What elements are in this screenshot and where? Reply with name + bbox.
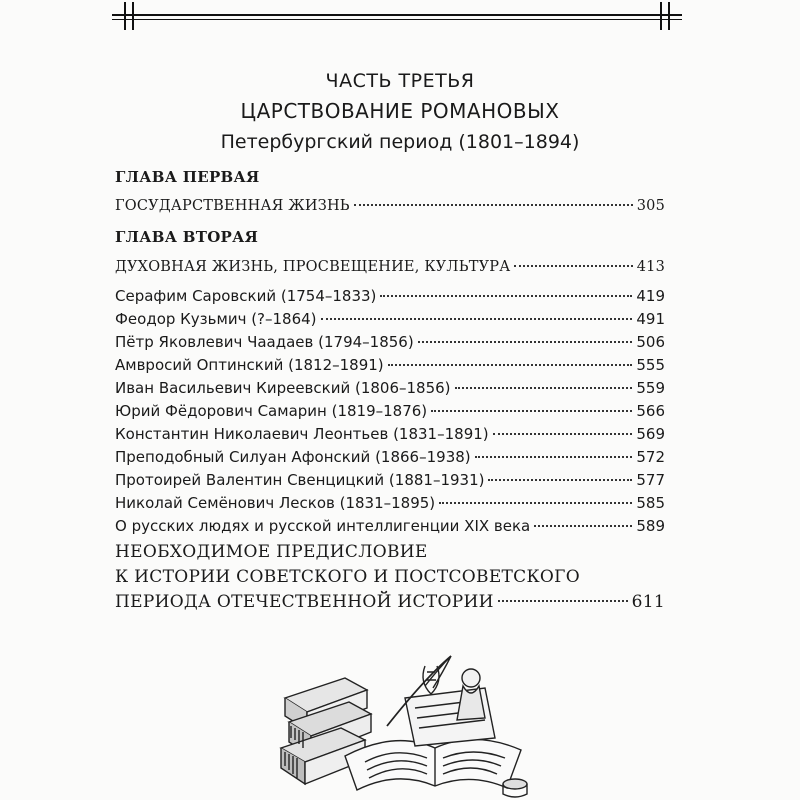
book-illustration <box>275 638 535 798</box>
toc-entry[interactable] <box>115 333 665 351</box>
dot-leader <box>455 387 633 389</box>
toc-entry-preface[interactable] <box>115 540 665 615</box>
top-decorative-rule <box>112 0 682 32</box>
toc-entry[interactable] <box>115 310 665 328</box>
toc-entry-title: Николай Семёнович Лесков (1831–1895) <box>115 494 436 512</box>
dot-leader <box>354 204 633 206</box>
toc-entry-page: 585 <box>636 494 665 512</box>
toc-entry[interactable] <box>115 198 665 214</box>
toc-entry-title: Протоирей Валентин Свенцицкий (1881–1931) <box>115 471 485 489</box>
toc-entry-page: 419 <box>636 287 665 305</box>
toc-entry-title: Преподобный Силуан Афонский (1866–1938) <box>115 448 471 466</box>
dot-leader <box>321 318 633 320</box>
toc-entry-title: Пётр Яковлевич Чаадаев (1794–1856) <box>115 333 414 351</box>
preface-line: НЕОБХОДИМОЕ ПРЕДИСЛОВИЕ <box>115 542 428 562</box>
toc-entry-title: ДУХОВНАЯ ЖИЗНЬ, ПРОСВЕЩЕНИЕ, КУЛЬТУРА <box>115 259 511 275</box>
toc-entry[interactable] <box>115 356 665 374</box>
part-title: ЦАРСТВОВАНИЕ РОМАНОВЫХ <box>240 99 560 123</box>
toc-entry[interactable] <box>115 425 665 443</box>
toc-entry[interactable] <box>115 259 665 275</box>
period-title: Петербургский период (1801–1894) <box>220 131 580 153</box>
dot-leader <box>418 341 633 343</box>
preface-line-last <box>115 590 665 615</box>
dot-leader <box>388 364 633 366</box>
toc-entry-title: Феодор Кузьмич (?–1864) <box>115 310 317 328</box>
toc-entry-page: 569 <box>636 425 665 443</box>
preface-line: К ИСТОРИИ СОВЕТСКОГО И ПОСТСОВЕТСКОГО <box>115 567 580 587</box>
toc-entry-title: Амвросий Оптинский (1812–1891) <box>115 356 384 374</box>
toc-entry[interactable] <box>115 379 665 397</box>
dot-leader <box>431 410 632 412</box>
dot-leader <box>534 525 632 527</box>
toc-entry[interactable] <box>115 494 665 512</box>
toc-entry-page: 506 <box>636 333 665 351</box>
toc-entry-page: 589 <box>636 517 665 535</box>
part-label: ЧАСТЬ ТРЕТЬЯ <box>325 70 475 92</box>
toc-entry-title: Константин Николаевич Леонтьев (1831–1891) <box>115 425 489 443</box>
toc-entry[interactable] <box>115 471 665 489</box>
toc-entry[interactable] <box>115 287 665 305</box>
toc-entry[interactable] <box>115 517 665 535</box>
bleed-through-text <box>220 38 224 53</box>
toc-entry-page: 491 <box>636 310 665 328</box>
toc-entry-page: 572 <box>636 448 665 466</box>
toc-entry-title: ГОСУДАРСТВЕННАЯ ЖИЗНЬ <box>115 198 350 214</box>
dot-leader <box>488 479 632 481</box>
toc-entry-title: Юрий Фёдорович Самарин (1819–1876) <box>115 402 428 420</box>
dot-leader <box>493 433 633 435</box>
toc-entry-page: 611 <box>631 592 665 612</box>
toc-entry-page: 566 <box>636 402 665 420</box>
toc-entry-title: Иван Васильевич Киреевский (1806–1856) <box>115 379 451 397</box>
chapter-heading: ГЛАВА ВТОРАЯ <box>115 228 259 246</box>
toc-entry-title: Серафим Саровский (1754–1833) <box>115 287 377 305</box>
dot-leader <box>514 265 632 267</box>
toc-entry-page: 577 <box>636 471 665 489</box>
dot-leader <box>439 502 632 504</box>
dot-leader <box>498 600 628 602</box>
toc-entry-title: О русских людях и русской интеллигенции XIX века <box>115 517 531 535</box>
toc-entry[interactable] <box>115 402 665 420</box>
toc-entry[interactable] <box>115 448 665 466</box>
chapter-heading: ГЛАВА ПЕРВАЯ <box>115 168 260 186</box>
toc-entry-page: 413 <box>636 259 665 275</box>
toc-entry-page: 305 <box>636 198 665 214</box>
dot-leader <box>475 456 633 458</box>
toc-entry-page: 559 <box>636 379 665 397</box>
dot-leader <box>380 295 632 297</box>
toc-entry-page: 555 <box>636 356 665 374</box>
preface-line: ПЕРИОДА ОТЕЧЕСТВЕННОЙ ИСТОРИИ <box>115 592 494 612</box>
